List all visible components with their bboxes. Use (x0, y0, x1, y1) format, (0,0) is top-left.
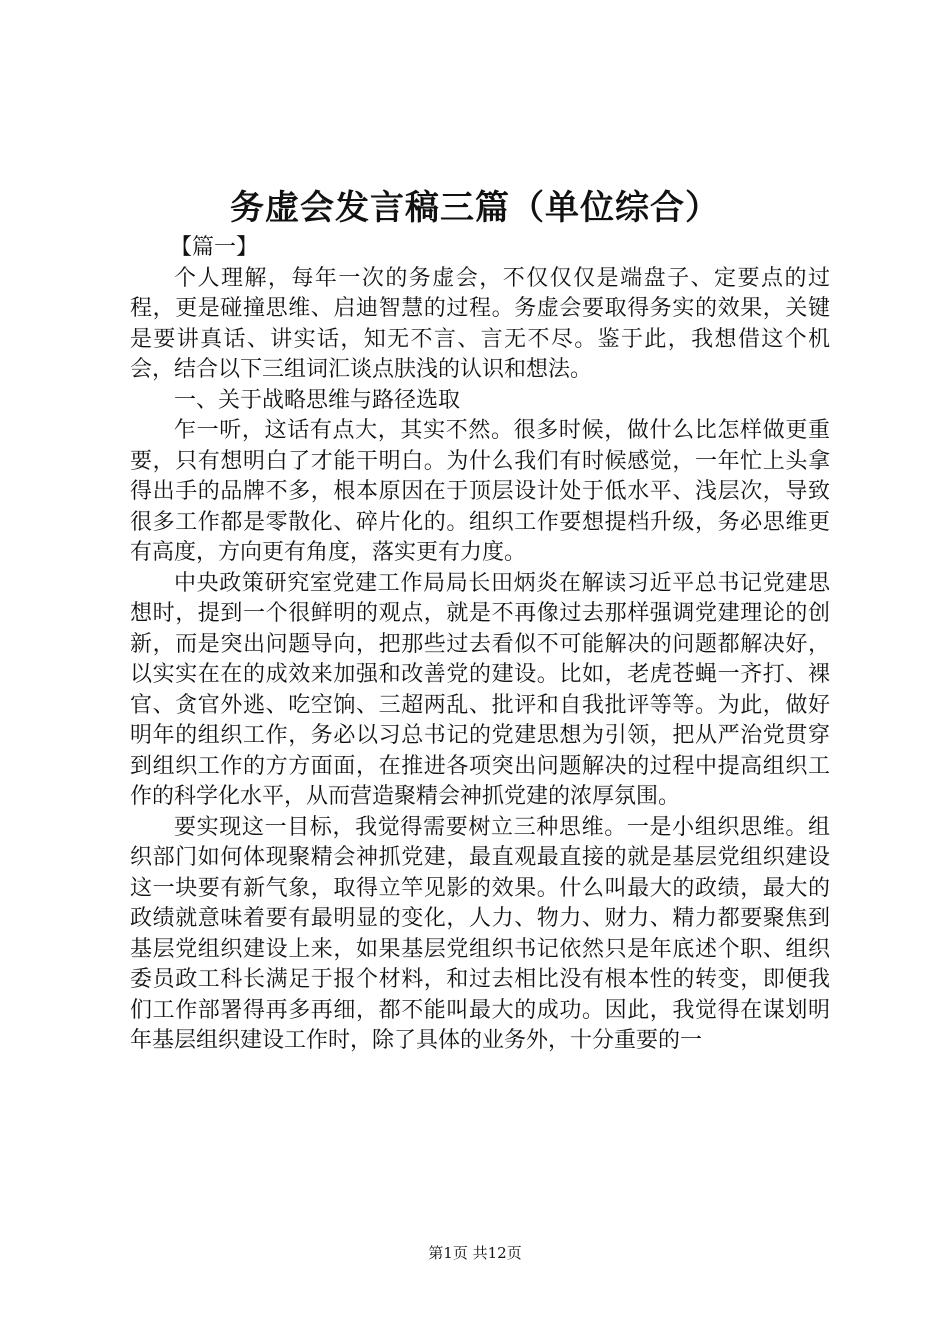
paragraph-central-policy: 中央政策研究室党建工作局局长田炳炎在解读习近平总书记党建思想时，提到一个很鲜明的观点，就是不再像过去那样强调党建理论的创新，而是突出问题导向，把那些过去看似不可能解决的问题都解决好，以实实在在的成效来加强和改善党的建设。比如，老虎苍蝇一齐打、裸官、贪官外逃、吃空饷、三超两乱、批评和自我批评等等。为此，做好明年的组织工作，务必以习总书记的党建思想为引领，把从严治党贯穿到组织工作的方方面面，在推进各项突出问题解决的过程中提高组织工作的科学化水平，从而营造聚精会神抓党建的浓厚氛围。 (130, 570, 830, 809)
paragraph-strategy: 乍一听，这话有点大，其实不然。很多时候，做什么比怎样做更重要，只有想明白了才能干明白。为什么我们有时候感觉，一年忙上头拿得出手的品牌不多，根本原因在于顶层设计处于低水平、浅层次，导致很多工作都是零散化、碎片化的。组织工作要想提档升级，务必思维更有高度，方向更有角度，落实更有力度。 (130, 418, 830, 565)
document-body (130, 233, 830, 1057)
paragraph-three-thinking: 要实现这一目标，我觉得需要树立三种思维。一是小组织思维。组织部门如何体现聚精会神抓党建，最直观最直接的就是基层党组织建设这一块要有新气象，取得立竿见影的效果。什么叫最大的政绩，最大的政绩就意味着要有最明显的变化，人力、物力、财力、精力都要聚焦到基层党组织建设上来，如果基层党组织书记依然只是年底述个职、组织委员政工科长满足于报个材料，和过去相比没有根本性的转变，即便我们工作部署得再多再细，都不能叫最大的成功。因此，我觉得在谋划明年基层组织建设工作时，除了具体的业务外，十分重要的一 (130, 814, 830, 1053)
document-title: 务虚会发言稿三篇（单位综合） (230, 188, 720, 228)
section-heading: 一、关于战略思维与路径选取 (174, 387, 461, 413)
paragraph-intro: 个人理解，每年一次的务虚会，不仅仅仅是端盘子、定要点的过程，更是碰撞思维、启迪智慧的过程。务虚会要取得务实的效果，关键是要讲真话、讲实话，知无不言、言无不尽。鉴于此，我想借这个机会，结合以下三组词汇谈点肤浅的认识和想法。 (130, 265, 830, 382)
page-footer: 第1页 共12页 (428, 1244, 522, 1262)
section-label: 【篇一】 (170, 235, 259, 260)
